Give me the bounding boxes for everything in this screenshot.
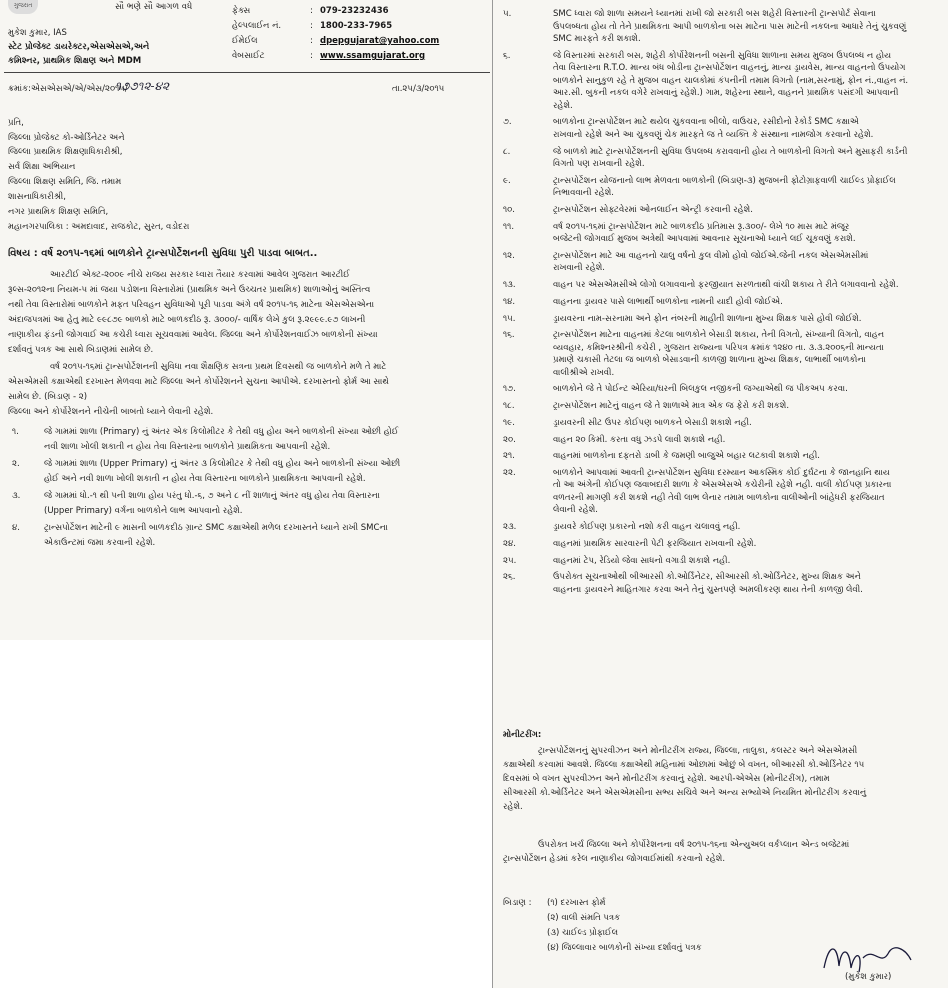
para2-line: વર્ષ ૨૦૧૫-૧૬માં ટ્રાન્સપોર્ટેશનની સુવિધા નવા શૈક્ષણિક સત્રના પ્રથમ દિવસથી જ બાળકોને મળે તે માટે: [50, 362, 387, 372]
slogan: સૌ ભણે સૌ આગળ વધે: [115, 2, 193, 12]
monitoring-line: રહેશે.: [503, 802, 523, 812]
instruction-number: ૨૧.: [503, 451, 515, 462]
instruction-number: ૨૩.: [503, 522, 517, 533]
instruction-line: લેવાની રહેશે.: [553, 505, 598, 516]
instruction-number: ૨૫.: [503, 555, 517, 566]
recipient-line: જિલ્લા પ્રાથમિક શિક્ષણાધિકારીશ્રી,: [8, 147, 123, 157]
para2-line: સામેલ છે. (બિડાણ - ૨): [8, 392, 88, 402]
instruction-number: ૨૦.: [503, 434, 516, 445]
instruction-line: બાળકોને જે તે પોઈન્ટ એરિયા/ઘરની બિલકુલ નજીકની જગ્યાએથી જ પીકઅપ કરવા.: [553, 384, 848, 395]
instruction-number: ૧૧.: [503, 221, 515, 232]
instruction-number: ૧૬.: [503, 330, 515, 341]
instruction-line: વાહનમાં પ્રાથમિક સારવારની પેટી ફરજિયાત રાખવાની રહેશે.: [553, 538, 757, 549]
instruction-line: SMC ધ્વારા જો શાળા સમયને ધ્યાનમાં રાખી જો સરકારી બસ શહેરી વિસ્તારની ટ્રાન્સપોર્ટ સેવાના: [553, 9, 876, 19]
fax-value: 079-23232436: [320, 6, 389, 16]
instruction-line: SMC મારફતે કરી શકાશે.: [553, 34, 641, 44]
instruction-line: વળતરની માગણી કરી શકશે નહી તેવી લાભ લેનાર તમામ બાળકોના વાલીઓની બાંહેધરી ફરજિયાત: [553, 492, 885, 503]
officer-title-2: કમિશ્નર, પ્રાથમિક શિક્ષણ અને MDM: [8, 56, 142, 66]
instruction-number: ૧૪.: [503, 296, 516, 307]
para1-line: આરટીઈ એક્ટ-૨૦૦૯ નીચે રાજય સરકાર ધ્વારા તૈયાર કરવામાં આવેલ ગુજરાત આરટીઈ: [50, 270, 350, 280]
instruction-line: વાહનના ડ્રાયવરને માહિતગાર કરવા અને તેનું ચુસ્તપણે અમલીકરણ થાય તેની કાળજી લેવી.: [553, 584, 863, 595]
instruction-line: બાળકોને સાનુકુળ રહે તે મુજબ વાહન ચાલકોમાં કંપનીની તમામ વિગતો (નામ,સરનામું, ફોન નં.,વાહન નં.: [553, 75, 909, 86]
instruction-number: ૧૯.: [503, 417, 515, 428]
para2-line: જિલ્લા અને કોર્પોરેશનને નીચેની બાબતો ધ્યાને લેવાની રહેશે.: [8, 407, 214, 417]
instruction-line: તેવા વિસ્તારના R.T.O. માન્ય બંધ બોડીના ટ્રાન્સપોર્ટેશન વાહનનું, માન્ય ડ્રાયવેસ, માન્ય વાહનનો ઉપયોગ: [553, 63, 906, 74]
enclosure-label: બિડાણ :: [503, 898, 532, 908]
instruction-number: ૧૫.: [503, 313, 516, 324]
instruction-number: ૮.: [503, 146, 511, 157]
instruction-number: ૧૦.: [503, 205, 515, 215]
recipient-line: મહાનગરપાલિકા : અમદાવાદ, રાજકોટ, સુરત, વડોદરા: [8, 222, 190, 232]
instruction-line: ડ્રાયવરની સીટ ઉપર કોઈપણ બાળકને બેસાડી શકાશે નહી.: [553, 417, 752, 428]
enclosure-item: (૪) જિલ્લાવાર બાળકોની સંખ્યા દર્શાવતું પત્રક: [547, 943, 702, 953]
instruction-line: ડ્રાયવરે કોઈપણ પ્રકારનો નશો કરી વાહન ચલાવવું નહી.: [553, 522, 741, 533]
instruction-line: આર.સી. બુકની નકલ વગેરે રાખવાનું રહેશે.) ગામ, શહેરના સ્થાને, વાહનને પ્રાથમિક પસંદગી આપવાની: [553, 88, 899, 99]
point-line: જે ગામમાં ધો.-૧ થી ૫ની શાળા હોય પરંતુ ધો.-૬, ૭ અને ૮ નીં શાળાનું અંતર વધુ હોય તેવા વિસ્તારના: [44, 491, 380, 501]
header-divider: [4, 72, 490, 73]
recipient-line: જિલ્લા પ્રોજેક્ટ કો-ઓર્ડિનેટર અને: [8, 133, 125, 143]
emblem-icon: [8, 0, 38, 14]
point-line: હોઈ અને નવી શાળા ખોલી શકાતી ન હોય તેવા વિસ્તારના બાળકોને પ્રાથમિકતા આપવાની રહેશે.: [44, 474, 366, 484]
instruction-line: જે વિસ્તારમાં સરકારી બસ, શહેરી કોર્પોરેશનની બસની સુવિધા શાળાના સમય મુજબ ઉપલબ્ધ ન હોય: [553, 50, 892, 61]
para1-line: દર્શાવતું પત્રક આ સાથે બિડાણમાં સામેલ છે.: [8, 345, 154, 355]
colon-sep: :: [310, 36, 313, 46]
fax-label: ફેક્સ: [232, 6, 251, 16]
point-number: ૧.: [12, 427, 19, 437]
instruction-line: બજેટની જોગવાઈ મુજબ અત્રેથી આપવામાં આવનાર સૂચનાઓ ધ્યાને લઈ ચૂકવણું કરાશે.: [553, 234, 856, 245]
instruction-number: ૧૮.: [503, 401, 515, 412]
instruction-line: વાહનમાં ટેપ, રેડિયો જેવા સાધનો વગાડી શકાશે નહી.: [553, 555, 731, 566]
point-line: નવી શાળા ખોલી શકાતી ન હોય તેવા વિસ્તારના બાળકોને પ્રાથમિકતા આપવાની રહેશે.: [44, 442, 331, 452]
officer-title-1: સ્ટેટ પ્રોજેક્ટ ડાયરેક્ટર,એસએસએ,અને: [8, 42, 150, 52]
to-label: પ્રતિ,: [8, 118, 24, 128]
instruction-line: નિભાવવાની રહેશે.: [553, 188, 614, 199]
instruction-number: ૨૨.: [503, 467, 516, 478]
point-line: ટ્રાન્સપોર્ટેશન માટેની ૯ માસની બાળકદીઠ ગ્રાન્ટ SMC કક્ષાએથી મળેલ દરખાસ્તને ધ્યાને રાખી SMCના: [44, 523, 388, 533]
para1-line: નથી તેવા વિસ્તારોમાં બાળકોને મફત પરિવહન સુવિધાઓ પૂરી પાડવા અંગે વર્ષ ૨૦૧૫-૧૬ માટેના એસએસએના: [8, 300, 375, 310]
email-link[interactable]: dpepgujarat@yahoo.com: [320, 36, 440, 46]
instruction-number: ૫.: [503, 9, 512, 19]
signature-name: (મુકેશ કુમાર): [845, 972, 892, 982]
instruction-line: ટ્રાન્સપોર્ટેશન સોફ્ટવેરમાં ઓનલાઈન એન્ટ્રી કરવાની રહેશે.: [553, 205, 753, 215]
letter-page-left: [0, 0, 492, 640]
instruction-number: ૭.: [503, 117, 512, 128]
instruction-number: ૧૭.: [503, 384, 516, 395]
instruction-line: રાખવાનો રહેશે અને આ ચુકવણું ચેક મારફતે જ તે વ્યક્તિ કે સંસ્થાના નામજોગ કરવાનો રહેશે.: [553, 129, 874, 140]
budget-note-line: ઉપરોક્ત ખર્ચ જિલ્લા અને કોર્પોરેશનના વર્ષ ૨૦૧૫-૧૬ના એન્યુઅલ વર્કપ્લાન એન્ડ બજેટમાં: [538, 840, 850, 850]
ref-number-handwritten: ૧૭૭૧૨-૪૨: [115, 79, 170, 93]
instruction-line: તો આ અંગેની કોઈપણ જવાબદારી શાળા કે એસએસએ કચેરીની રહેશે નહી. વાલી કોઈપણ પ્રકારના: [553, 480, 892, 491]
instruction-line: વાહન પર એસએમસીએ લોગો લગાવવાનો ફરજીયાત સરળતાથી વાંચી શકાય તે રીતે લગાવવાનો રહેશે.: [553, 280, 899, 291]
point-line: (Upper Primary) વર્ગના બાળકોને લાભ આપવાનો રહેશે.: [44, 506, 243, 516]
instruction-line: ડ્રાયવરના નામ-સરનામા અને ફોન નંબરની માહીતી શાળાના મુખ્ય શિક્ષક પાસે હોવી જોઈશે.: [553, 313, 862, 324]
instruction-line: ટ્રાન્સપોર્ટેશન માટેનું વાહન જે તે શાળાએ માત્ર એક જ ફેરો કરી શકશે.: [553, 401, 790, 412]
monitoring-line: દિવસમાં બે વખત સુપરવીઝન અને મોનીટરીંગ કરવાનું રહેશે. આરપી-એએસ (મોનીટરીંગ), તમામ: [503, 774, 830, 784]
instruction-number: ૯.: [503, 175, 511, 186]
instruction-line: વાહન ૨૦ કિમી. કરતા વધુ ઝડપે લાવી શકાશે નહી.: [553, 434, 726, 445]
ref-number: ક્રમાંક:એસએસએ/એ/એસ/૨૦૧૫/: [8, 84, 128, 94]
instruction-line: ટ્રાન્સપોર્ટેશન માટેના વાહનમાં કેટલા બાળકોને બેસાડી શકાય, તેની વિગતો, સંખ્યાની વિગતો, વાહન: [553, 330, 885, 341]
instruction-line: રાખવાની રહેશે.: [553, 263, 606, 274]
point-number: ૨.: [12, 459, 20, 469]
para1-line: રૂલ્સ-૨૦૧૨ના નિયમ-૫ માં જયા પડોશના વિસ્તારોમાં (પ્રાથમિક અને ઉચ્ચતર પ્રાથમિક) શાળાઓનું અસ્તિત્વ: [8, 285, 371, 295]
monitoring-line: ટ્રાન્સપોર્ટેશનનું સુપરવીઝન અને મોનીટરીંગ રાજ્ય, જિલ્લા, તાલુકા, કલસ્ટર અને એસએમસી: [538, 746, 858, 756]
helpline-value: 1800-233-7965: [320, 21, 393, 31]
point-line: જે ગામમાં શાળા (Primary) નું અંતર એક કિલોમીટર કે તેથી વધુ હોય અને બાળકોની સંખ્યા ઓછી હોઈ: [44, 427, 399, 437]
instruction-line: પ્રમાણે ચકાસી તેટલા જ બાળકો બેસાડવાની કાળજી શાળાના મુખ્ય શિક્ષક, લાભાર્થી બાળકોના: [553, 355, 866, 366]
instruction-number: ૧૨.: [503, 250, 515, 261]
instruction-number: ૬.: [503, 50, 511, 61]
instruction-line: વિગતો પણ રાખવાની રહેશે.: [553, 159, 645, 170]
recipient-line: શાસનાધિકારીશ્રી,: [8, 192, 66, 202]
instruction-line: વ્યવહાર, કમિશ્નરશ્રીની કચેરી , ગુજરાત રાજ્યના પરિપત્ર ક્રમાંક ૧૨૪૦ તા. ૩.૩.૨૦૦૬ની માન્યતા: [553, 342, 884, 353]
point-number: ૪.: [12, 523, 20, 533]
instruction-line: વાહનમાં બાળકોના દફતરો ડાબી કે જમણી બાજુએ બહાર લટકાવી શકાશે નહી.: [553, 451, 820, 462]
subject-line: વિષય : વર્ષ ૨૦૧૫-૧૬માં બાળકોને ટ્રાન્સપોર્ટેશનની સુવિધા પુરી પાડવા બાબત..: [8, 248, 318, 259]
instruction-line: બાળકોને આપવામાં આવતી ટ્રાન્સપોર્ટેશન સુવિધા દરમ્યાન આકસ્મિક કોઈ દુર્ઘટના કે જાનહાનિ થાય: [553, 467, 890, 478]
colon-sep: :: [310, 51, 313, 61]
monitoring-line: કક્ષાએથી કરવામાં આવશે. જિલ્લા કક્ષાએથી મહિનામાં ઓછામાં ઓછું બે વખત, બીઆરસી કો.ઓર્ડિનેટર ૧૫: [503, 760, 865, 770]
letter-date: તા.૨૫/૩/૨૦૧૫: [392, 84, 445, 94]
letter-page-right: [492, 0, 948, 988]
instruction-number: ૨૬.: [503, 572, 516, 583]
instruction-number: ૨૪.: [503, 538, 516, 549]
instruction-line: ઉપરોક્ત સૂચનાઓથી બીઆરસી કો.ઓર્ડિનેટર, સીઆરસી કો.ઓર્ડિનેટર, મુખ્ય શિક્ષક અને: [553, 572, 861, 583]
website-link[interactable]: www.ssamgujarat.org: [320, 51, 426, 61]
colon-sep: :: [310, 21, 313, 31]
instruction-line: જે બાળકો માટે ટ્રાન્સપોર્ટેશનની સુવિધા ઉપલબ્ધ કરાવવાની હોય તે બાળકોની વિગતો અને મુસાફરી કાર્ડની: [553, 146, 908, 157]
para2-line: એસએમસી કક્ષાએથી દરખાસ્ત મેળવવા માટે જિલ્લા અને કોર્પોરેશનને સુચના આપીએ. દરખાસ્તનો ફોર્મ આ સાથે: [8, 377, 389, 387]
officer-name: મુકેશ કુમાર, IAS: [8, 28, 67, 38]
instruction-line: વર્ષ ૨૦૧૫-૧૬માં ટ્રાન્સપોર્ટેશન માટે બાળકદીઠ પ્રતિમાસ રૂ.૩૦૦/- લેખે ૧૦ માસ માટે મંજૂર: [553, 221, 850, 232]
email-label: ઈમેઈલ: [232, 36, 258, 46]
enclosure-item: (૩) ચાઈલ્ડ પ્રોફાઈલ: [547, 928, 619, 938]
instruction-line: વાહનના ડ્રાયવર પાસે લાભાર્થી બાળકોના નામની યાદી હોવી જોઈએ.: [553, 296, 783, 307]
point-line: જે ગામમાં શાળા (Upper Primary) નું અંતર ૩ કિલોમીટર કે તેથી વધુ હોય અને બાળકોની સંખ્યા ઓછી: [44, 459, 401, 469]
recipient-line: નગર પ્રાથમિક શિક્ષણ સમિતિ,: [8, 207, 109, 217]
instruction-line: ઉપલબ્ધતા હોય તો તેને પ્રાથમિકતા આપી બાળકોના બસ માટેના પાસ માટેની નકલના આધારે તેનું ચુકવણું: [553, 21, 907, 32]
para1-line: નાણાકીય ફંડની જોગવાઈ આ કચેરી ધ્વારા સૂચવવામાં આવેલ. જિલ્લા અને કોર્પોરેશનવાઈઝ બાળકોની સંખ્યા: [8, 330, 378, 340]
instruction-line: વાલીશ્રીએ રાખવી.: [553, 367, 615, 378]
point-number: ૩.: [12, 491, 21, 501]
monitoring-line: સીઆરસી કો.ઓર્ડિનેટર અને એસએમસીના સભ્ય સચિવે અને અન્ય સભ્યોએ નિયમિત મોનીટરીંગ કરવાનું: [503, 788, 867, 798]
recipient-line: સર્વ શિક્ષા અભિયાન: [8, 162, 76, 172]
instruction-line: રહેશે.: [553, 100, 573, 111]
para1-line: અંદાજપત્રમાં આ હેતુ માટે ૯૯૮૭૯ બાળકો માટે બાળકદીઠ રૂ. ૩૦૦૦/- વાર્ષિક લેખે કુલ રૂ.૨૯૯૯.૯૭ લાખની: [8, 315, 366, 325]
instruction-line: બાળકોના ટ્રાન્સપોર્ટેશન માટે થયેલ ચુકવવાના બીલો, વાઉચર, રસીદોનો રેકોર્ડ SMC કક્ષાએ: [553, 117, 859, 128]
instruction-number: ૧૩.: [503, 280, 516, 291]
colon-sep: :: [310, 6, 313, 16]
website-label: વેબસાઈટ: [232, 51, 265, 61]
instruction-line: ટ્રાન્સપોર્ટેશન માટે આ વાહનનો ચાલુ વર્ષનો કુલ વીમો હોવો જોઈએ.જેની નકલ એસએમસીમાં: [553, 250, 869, 261]
emblem-text: ગુજરાત: [13, 2, 33, 9]
point-line: એકાઉન્ટમાં જમા કરવાની રહેશે.: [44, 538, 156, 548]
monitoring-title: મોનીટરીંગ:: [503, 730, 542, 740]
enclosure-item: (૧) દરખાસ્ત ફોર્મ: [547, 898, 606, 908]
recipient-line: જિલ્લા શિક્ષણ સમિતિ, જિ. તમામ: [8, 177, 122, 187]
instruction-line: ટ્રાન્સપોર્ટેશન યોજનાનો લાભ મેળવતા બાળકોની (બિડાણ-૩) મુજબની ફોટોગ્રાફવાળી ચાઈલ્ડ પ્રોફાઈલ: [553, 175, 896, 186]
helpline-label: હેલ્પલાઈન નં.: [232, 21, 282, 31]
enclosure-item: (૨) વાલી સંમતિ પત્રક: [547, 913, 621, 923]
budget-note-line: ટ્રાન્સપોર્ટેશન હેડમાં કરેલ નાણાકીય જોગવાઈમાંથી કરવાનો રહેશે.: [503, 854, 726, 864]
